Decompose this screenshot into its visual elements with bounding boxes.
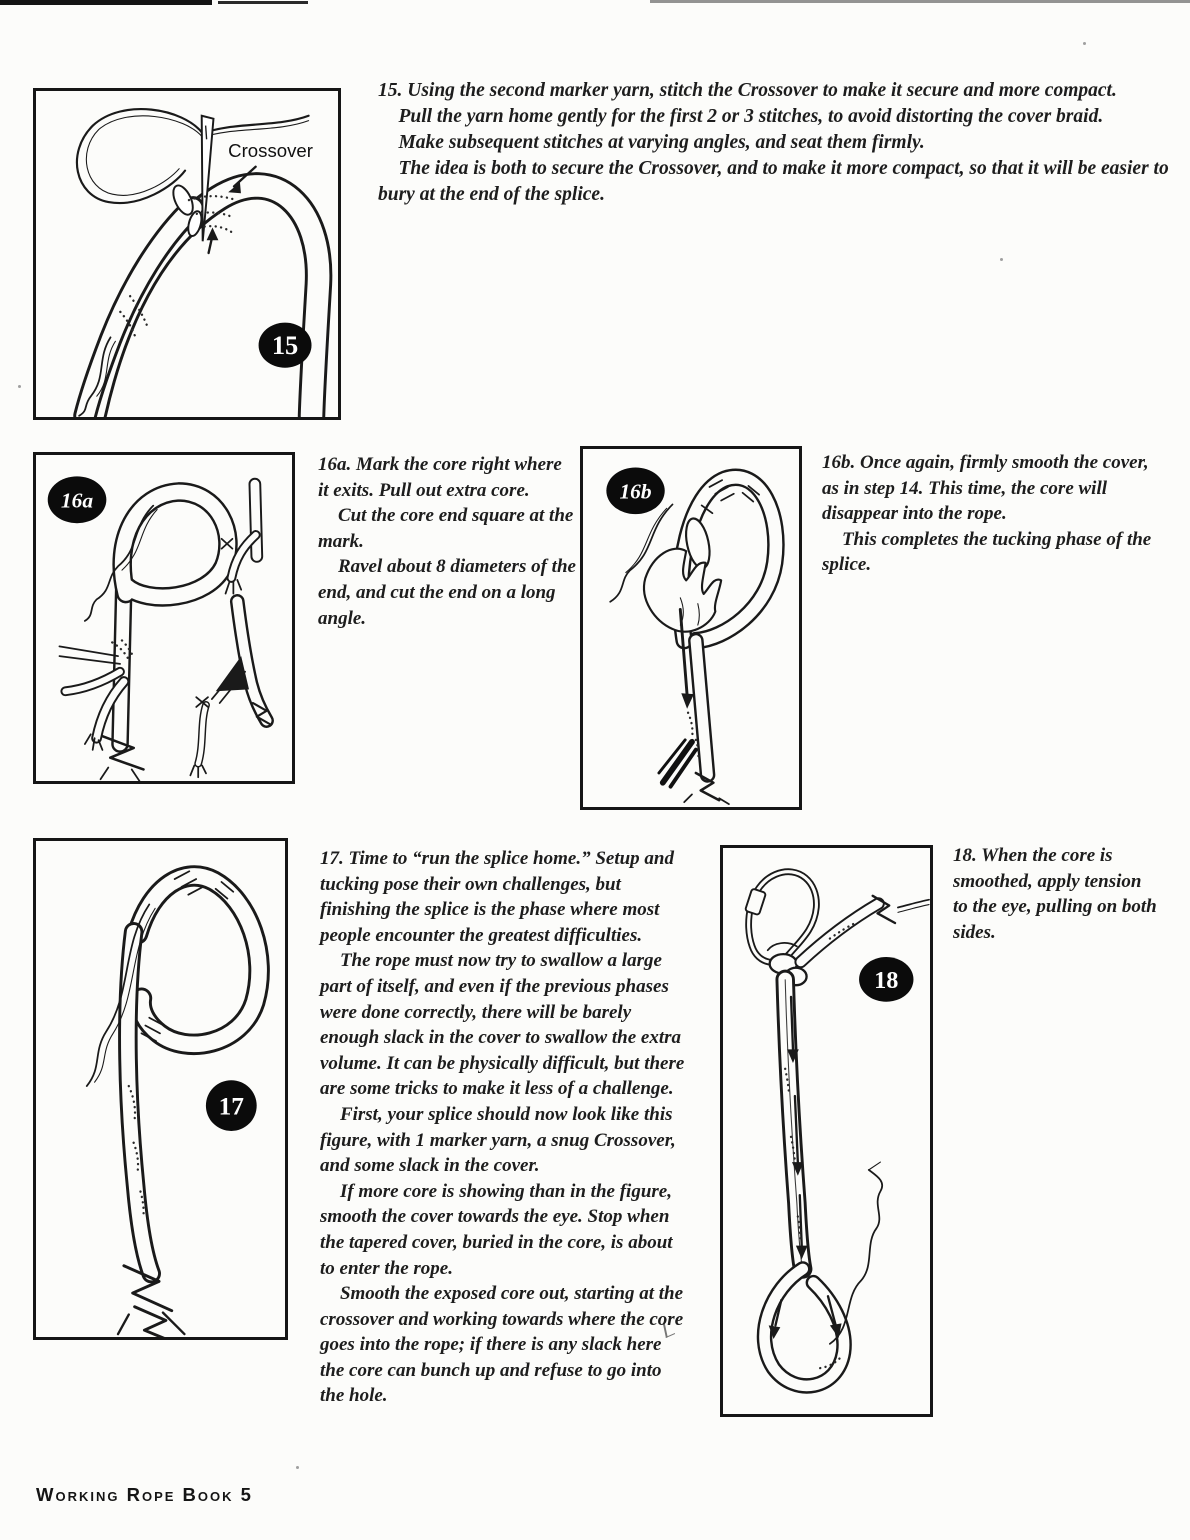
paragraph: 16b. Once again, firmly smooth the cover, as in step 14. This time, the core will disappear into the rope. (822, 452, 1149, 525)
svg-text:16a: 16a (60, 488, 94, 513)
paragraph: 15. Using the second marker yarn, stitch the Crossover to make it secure and more compact. (378, 80, 1117, 101)
carabiner-drawing (745, 872, 816, 963)
figure-16a-badge (48, 476, 107, 523)
rope-drawing (610, 477, 776, 804)
paragraph: If more core is showing than in the figure, smooth the cover towards the eye. Stop when the tapered cover, buried in the core, is about to enter the rope. (320, 1180, 673, 1279)
figure-17-illustration (36, 841, 285, 1337)
step-18-text (953, 843, 1158, 945)
svg-text:17: 17 (218, 1092, 244, 1121)
paragraph: The rope must now try to swallow a large part of itself, and even if the previous phases were done correctly, there will be barely enough slack in the cover to swallow the extra volume. It can be physically difficult, but there are some tricks to make it less of a challenge. (320, 950, 685, 1100)
figure-16b-box (580, 446, 802, 810)
paragraph: 17. Time to “run the splice home.” Setup and tucking pose their own challenges, but finishing the splice is the phase where most people encounter the greatest difficulties. (320, 848, 674, 946)
paragraph: The idea is both to secure the Crossover, and to make it more compact, so that it will be easier to bury at the end of the splice. (378, 158, 1169, 205)
figure-15-box (33, 88, 341, 420)
svg-text:18: 18 (874, 967, 899, 995)
crossover-label: Crossover (228, 139, 313, 161)
figure-18-box (720, 845, 933, 1417)
figure-17-box (33, 838, 288, 1340)
paragraph: Smooth the exposed core out, starting at the crossover and working towards where the core goes into the rope; if there is any slack here the core can bunch up and refuse to go into the hole. (320, 1283, 684, 1407)
paragraph: Ravel about 8 diameters of the end, and cut the end on a long angle. (318, 556, 576, 629)
paragraph: Pull the yarn home gently for the first 2 or 3 stitches, to avoid distorting the cover braid. (398, 106, 1104, 127)
scan-speck (1000, 258, 1003, 261)
step-15-text (378, 78, 1170, 208)
scan-speck (296, 1466, 299, 1469)
paragraph: Make subsequent stitches at varying angles, and seat them firmly. (398, 132, 925, 153)
rope-drawing (59, 484, 270, 781)
paragraph: 18. When the core is smoothed, apply tension to the eye, pulling on both sides. (953, 845, 1157, 943)
paragraph: Cut the core end square at the mark. (318, 505, 574, 552)
figure-18-badge (859, 957, 913, 1002)
figure-15-badge (259, 323, 312, 368)
scan-edge-artifact (218, 1, 308, 4)
figure-15-illustration (36, 91, 338, 417)
paragraph: First, your splice should now look like this figure, with 1 marker yarn, a snug Crossover, and some slack in the cover. (320, 1103, 676, 1177)
figure-16a-box (33, 452, 295, 784)
svg-text:16b: 16b (619, 479, 652, 504)
book-footer: Working Rope Book 5 (36, 1484, 253, 1505)
step-17-text (320, 846, 688, 1409)
scan-speck (18, 385, 21, 388)
figure-18-illustration (723, 848, 930, 1414)
scan-edge-artifact (650, 0, 1190, 3)
figure-17-badge (206, 1080, 257, 1131)
figure-16a-illustration (36, 455, 292, 781)
svg-text:15: 15 (271, 330, 299, 361)
figure-16b-illustration (583, 449, 799, 807)
step-16b-text (822, 450, 1152, 578)
paragraph: This completes the tucking phase of the splice. (822, 528, 1152, 576)
step-16a-text (318, 452, 576, 631)
scan-speck (1083, 42, 1086, 45)
paragraph: 16a. Mark the core right where it exits. Pull out extra core. (318, 454, 562, 501)
scan-edge-artifact (0, 0, 212, 5)
figure-16b-badge (606, 467, 664, 514)
